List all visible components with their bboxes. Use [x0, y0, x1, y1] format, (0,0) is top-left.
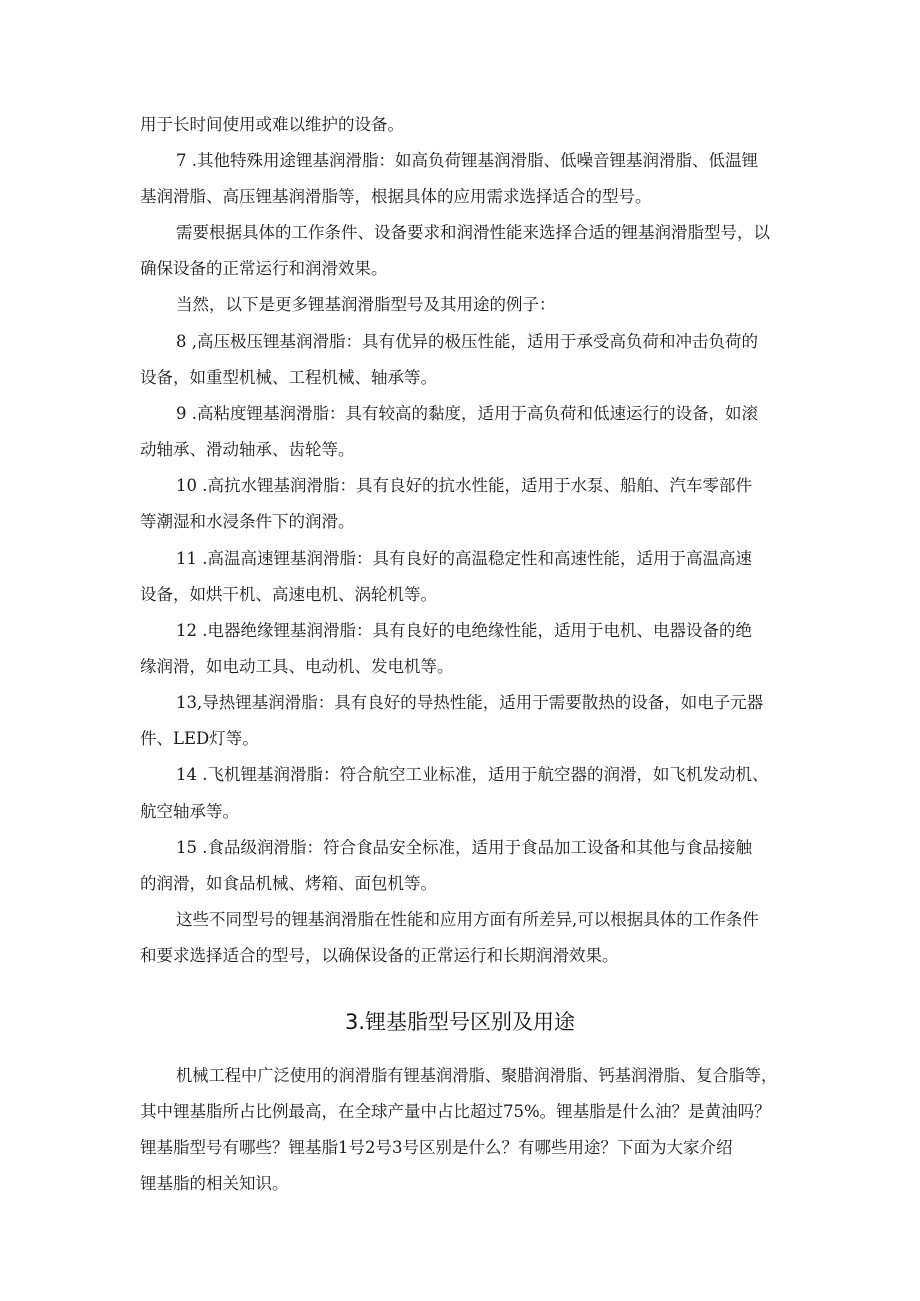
paragraph-line: 这些不同型号的锂基润滑脂在性能和应用方面有所差异,可以根据具体的工作条件	[176, 910, 759, 929]
paragraph-line: 和要求选择适合的型号，以确保设备的正常运行和长期润滑效果。	[140, 946, 619, 965]
paragraph-line: 动轴承、滑动轴承、齿轮等。	[140, 440, 355, 459]
paragraph-line: 8 ,高压极压锂基润滑脂：具有优异的极压性能，适用于承受高负荷和冲击负荷的	[176, 332, 758, 351]
paragraph-line: 13,导热锂基润滑脂：具有良好的导热性能，适用于需要散热的设备，如电子元器	[176, 693, 764, 712]
paragraph-line: 机械工程中广泛使用的润滑脂有锂基润滑脂、聚腊润滑脂、钙基润滑脂、复合脂等，	[176, 1066, 778, 1085]
paragraph-line: 确保设备的正常运行和润滑效果。	[140, 259, 388, 278]
paragraph-line: 用于长时间使用或难以维护的设备。	[140, 115, 404, 134]
paragraph-line: 设备，如重型机械、工程机械、轴承等。	[140, 368, 437, 387]
paragraph-line: 的润滑，如食品机械、烤箱、面包机等。	[140, 874, 437, 893]
paragraph-line: 航空轴承等。	[140, 802, 239, 821]
paragraph-line: 7 .其他特殊用途锂基润滑脂：如高负荷锂基润滑脂、低噪音锂基润滑脂、低温锂	[176, 151, 758, 170]
paragraph-line: 14 .飞机锂基润滑脂：符合航空工业标准，适用于航空器的润滑，如飞机发动机、	[176, 765, 769, 784]
paragraph-line: 需要根据具体的工作条件、设备要求和润滑性能来选择合适的锂基润滑脂型号，以	[176, 223, 770, 242]
paragraph-line: 件、LED灯等。	[140, 729, 259, 748]
paragraph-line: 基润滑脂、高压锂基润滑脂等，根据具体的应用需求选择适合的型号。	[140, 187, 652, 206]
paragraph-line: 缘润滑，如电动工具、电动机、发电机等。	[140, 657, 454, 676]
paragraph-line: 锂基脂型号有哪些？锂基脂1号2号3号区别是什么？有哪些用途？下面为大家介绍	[140, 1138, 733, 1157]
paragraph-line: 10 .高抗水锂基润滑脂：具有良好的抗水性能，适用于水泵、船舶、汽车零部件	[176, 476, 752, 495]
paragraph-line: 当然，以下是更多锂基润滑脂型号及其用途的例子：	[176, 295, 556, 314]
paragraph-line: 锂基脂的相关知识。	[140, 1174, 289, 1193]
paragraph-line: 设备，如烘干机、高速电机、涡轮机等。	[140, 585, 437, 604]
section-heading: 3.锂基脂型号区别及用途	[344, 1010, 576, 1034]
paragraph-line: 15 .食品级润滑脂：符合食品安全标准，适用于食品加工设备和其他与食品接触	[176, 838, 752, 857]
paragraph-line: 11 .高温高速锂基润滑脂：具有良好的高温稳定性和高速性能，适用于高温高速	[176, 549, 752, 568]
paragraph-line: 9 .高粘度锂基润滑脂：具有较高的黏度，适用于高负荷和低速运行的设备，如滚	[176, 404, 758, 423]
paragraph-line: 等潮湿和水浸条件下的润滑。	[140, 512, 355, 531]
paragraph-line: 其中锂基脂所占比例最高，在全球产量中占比超过75%。锂基脂是什么油？是黄油吗？	[140, 1102, 771, 1121]
paragraph-line: 12 .电器绝缘锂基润滑脂：具有良好的电绝缘性能，适用于电机、电器设备的绝	[176, 621, 752, 640]
